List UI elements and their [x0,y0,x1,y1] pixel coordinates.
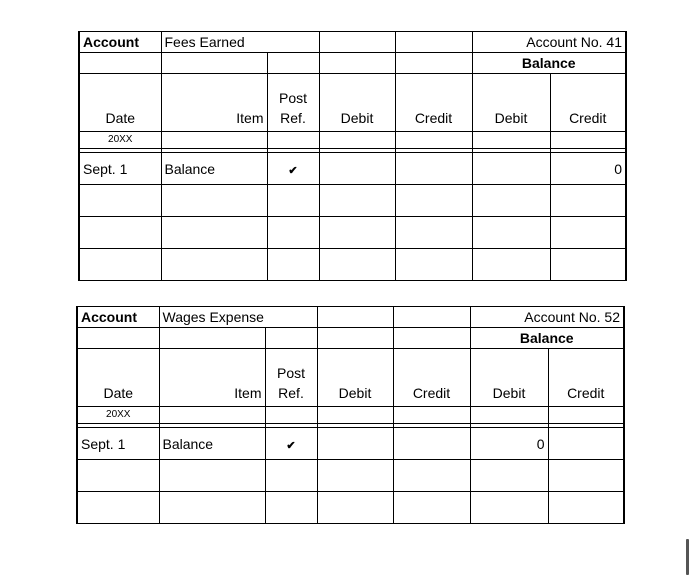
empty-row [79,249,626,281]
account-number: Account No. 41 [472,32,626,53]
entry-balance-debit [472,153,550,185]
entry-item: Balance [159,428,265,460]
balance-label: Balance [472,53,626,74]
ledger-wages-expense [76,306,625,524]
account-label: Account [77,307,159,328]
empty-row [77,460,624,492]
balance-row [79,53,626,74]
header-debit: Debit [317,349,393,407]
entry-debit [319,153,395,185]
header-credit: Credit [393,349,470,407]
header-balance-debit: Debit [470,349,548,407]
year-label: 20XX [77,407,159,424]
account-name: Wages Expense [159,307,317,328]
account-row [77,307,624,328]
header-item: Item [161,74,267,132]
entry-balance-credit: 0 [550,153,626,185]
entry-debit [317,428,393,460]
header-balance-debit: Debit [472,74,550,132]
entry-credit [393,428,470,460]
header-ref: Ref. [280,110,306,126]
header-date: Date [79,74,161,132]
year-label: 20XX [79,132,161,149]
header-debit: Debit [319,74,395,132]
entry-row [77,428,624,460]
header-date: Date [77,349,159,407]
entry-date: Sept. 1 [77,428,159,460]
entry-credit [395,153,472,185]
balance-label: Balance [470,328,624,349]
year-row [79,132,626,149]
account-name: Fees Earned [161,32,319,53]
account-row [79,32,626,53]
checkmark-icon: ✔ [288,164,298,177]
account-number: Account No. 52 [470,307,624,328]
header-post: Post [276,365,305,381]
year-row [77,407,624,424]
balance-row [77,328,624,349]
checkmark-icon: ✔ [286,439,296,452]
entry-post-ref [265,428,317,460]
header-balance-credit: Credit [550,74,626,132]
header-item: Item [159,349,265,407]
entry-item: Balance [161,153,267,185]
entry-balance-debit: 0 [470,428,548,460]
column-header-row [79,74,626,132]
header-post: Post [278,90,307,106]
ledger-fees-earned [78,31,627,281]
ledger-table [76,306,625,524]
entry-post-ref [267,153,319,185]
entry-balance-credit [548,428,624,460]
header-post-ref [265,349,317,407]
header-credit: Credit [395,74,472,132]
header-ref: Ref. [278,385,304,401]
account-label: Account [79,32,161,53]
empty-row [77,492,624,524]
empty-row [79,217,626,249]
ledger-table [78,31,627,281]
entry-date: Sept. 1 [79,153,161,185]
scrollbar-handle[interactable] [686,539,689,575]
empty-row [79,185,626,217]
entry-row [79,153,626,185]
column-header-row [77,349,624,407]
header-balance-credit: Credit [548,349,624,407]
header-post-ref [267,74,319,132]
